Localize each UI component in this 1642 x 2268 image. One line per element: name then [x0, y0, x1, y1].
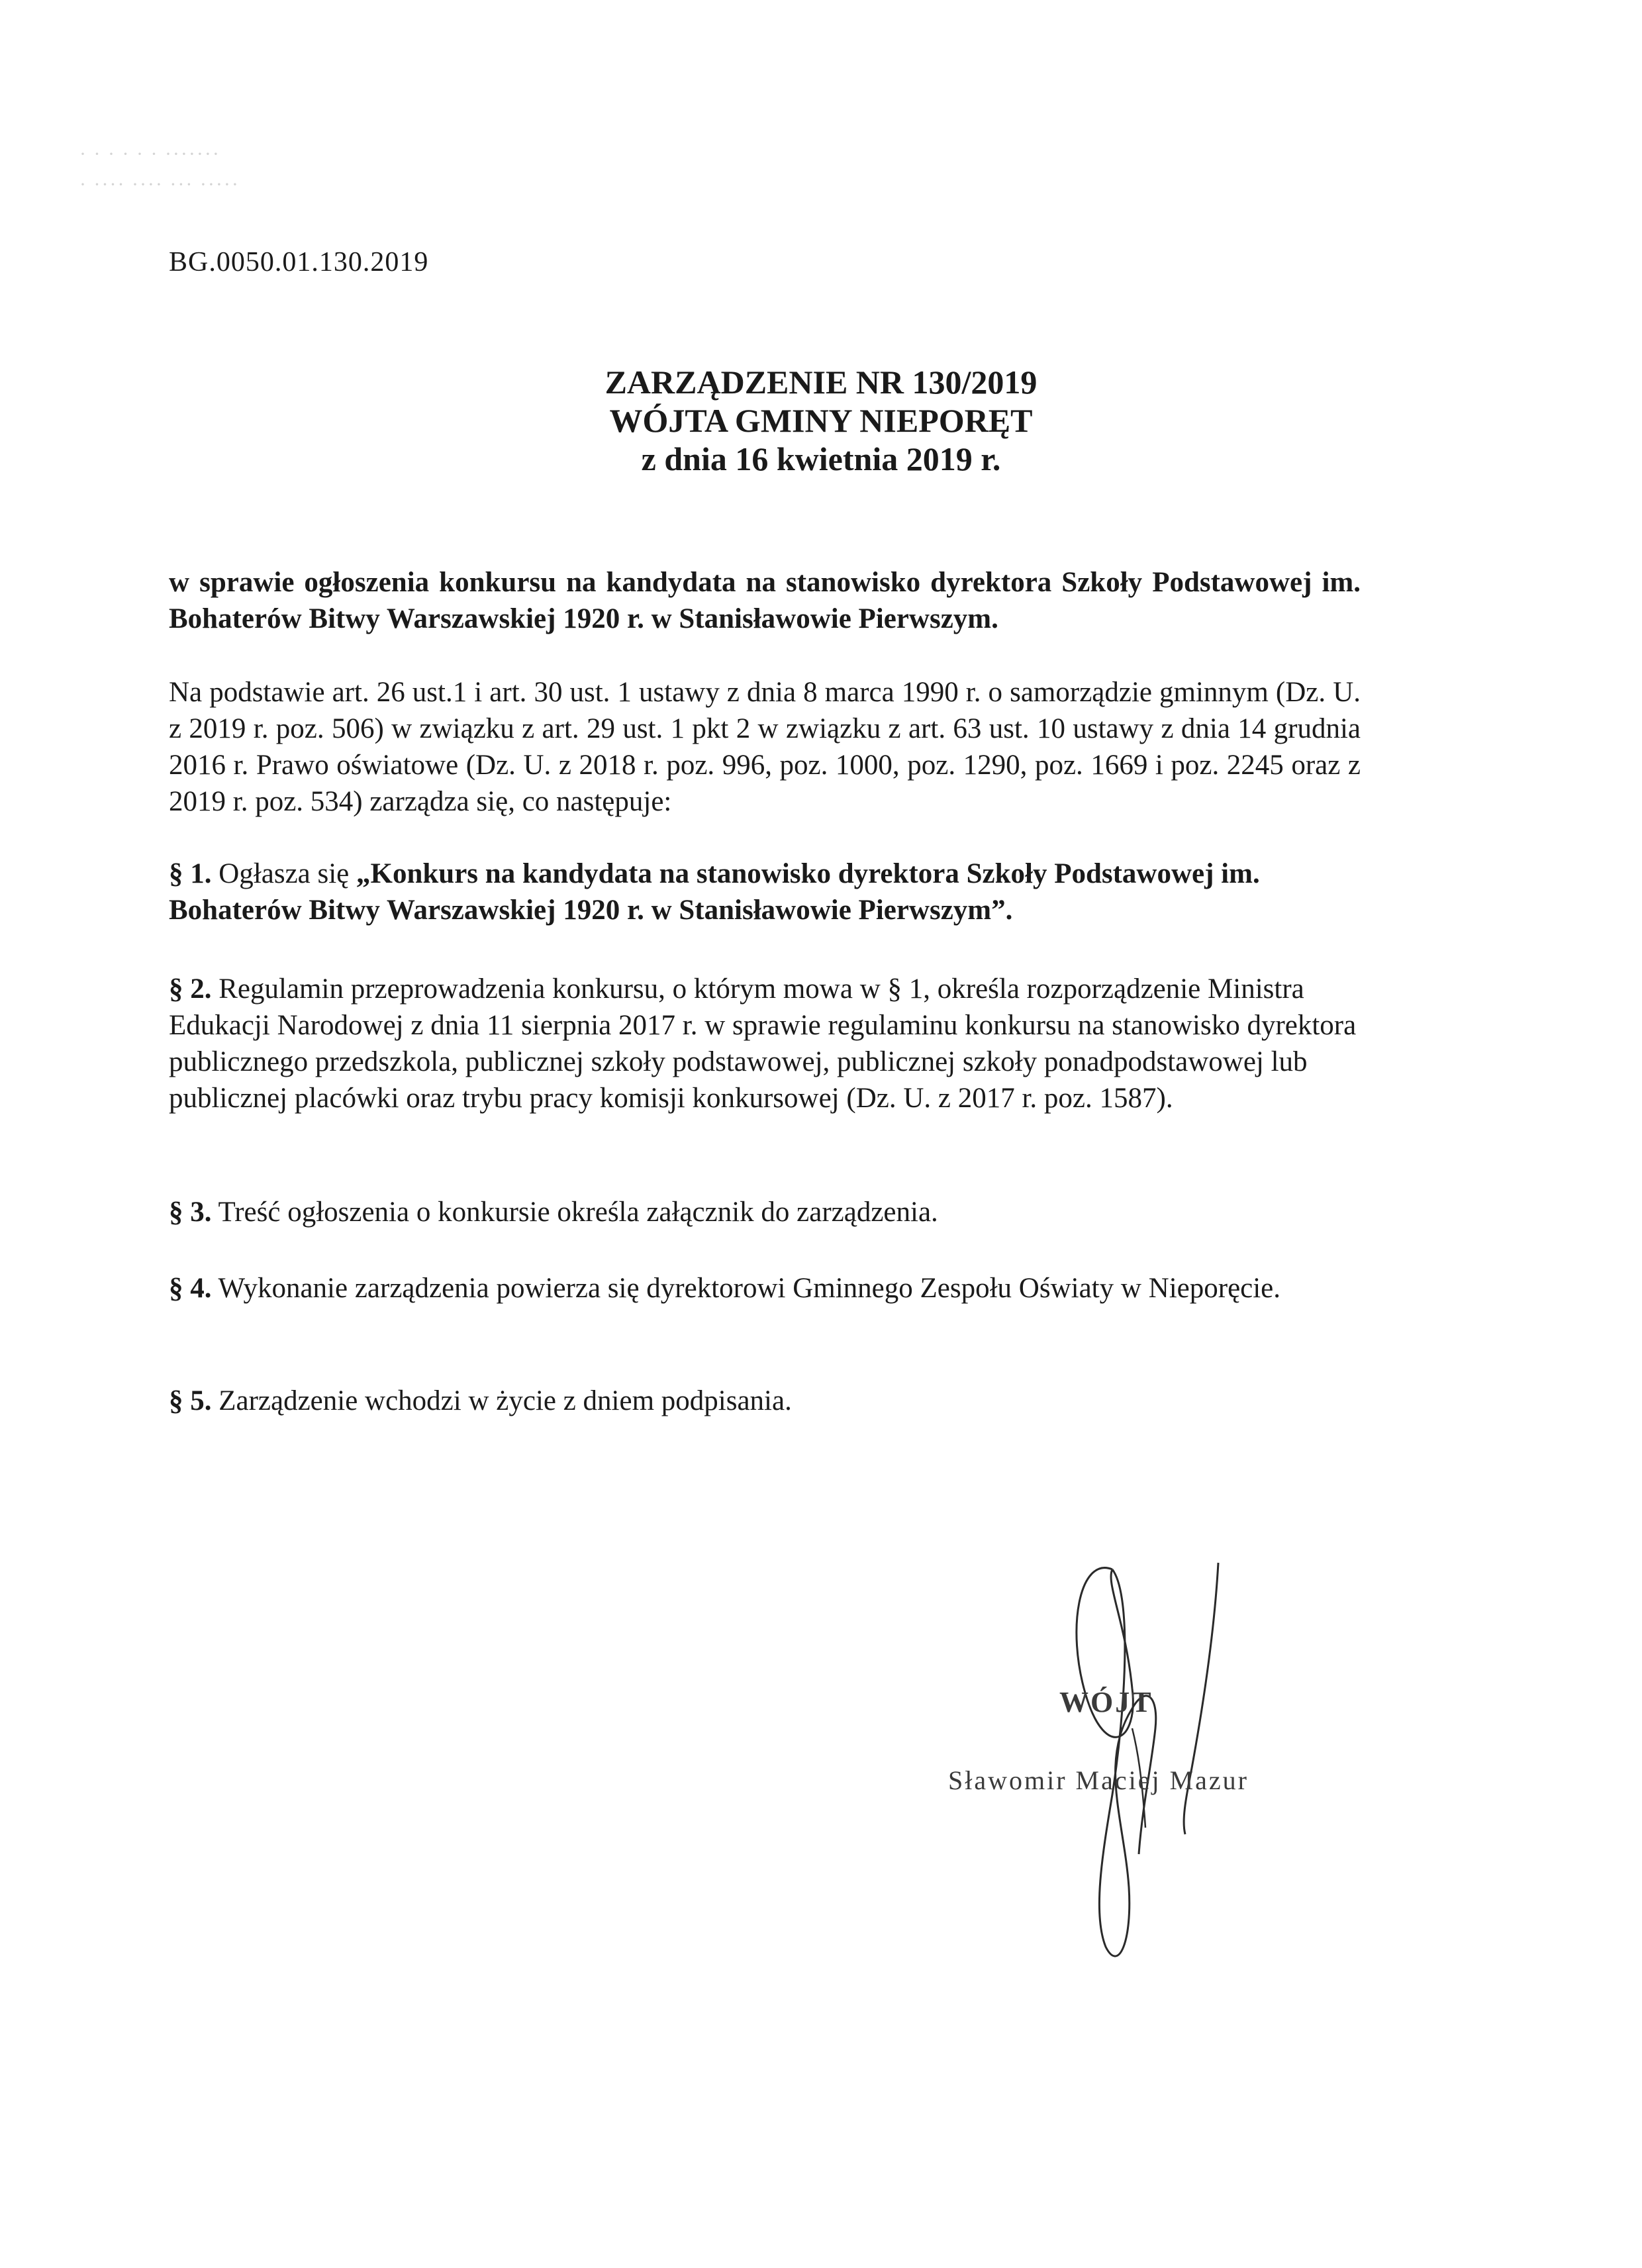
document-title	[0, 363, 1642, 478]
paragraph-text: Treść ogłoszenia o konkursie określa załącznik do zarządzenia.	[211, 1197, 938, 1228]
paragraph-label: § 4.	[169, 1273, 212, 1304]
paragraph-text: Wykonanie zarządzenia powierza się dyrektorowi Gminnego Zespołu Oświaty w Nieporęcie.	[211, 1273, 1281, 1304]
paragraph-5	[169, 1383, 1361, 1419]
paragraph-3	[169, 1194, 1361, 1230]
paragraph-4	[169, 1270, 1361, 1307]
signatory-title: WÓJT	[1059, 1686, 1153, 1718]
paragraph-bold-text: „Konkurs na kandydata na stanowisko dyrektora Szkoły Podstawowej im. Bohaterów Bitwy Warszawskiej 1920 r. w Stanisławowie Pierwszym”.	[169, 858, 1260, 926]
paragraph-lead: Ogłasza się	[211, 858, 357, 889]
paragraph-text: Zarządzenie wchodzi w życie z dniem podpisania.	[211, 1385, 792, 1416]
title-line-1: ZARZĄDZENIE NR 130/2019	[604, 364, 1038, 401]
title-line-3: z dnia 16 kwietnia 2019 r.	[641, 440, 1001, 477]
legal-basis: Na podstawie art. 26 ust.1 i art. 30 ust. 1 ustawy z dnia 8 marca 1990 r. o samorządzie gminnym (Dz. U. z 2019 r. poz. 506) w związku z art. 29 ust. 1 pkt 2 w związku z art. 63 ust. 10 ustawy z dnia 14 grudnia 2016 r. Prawo oświatowe (Dz. U. z 2018 r. poz. 996, poz. 1000, poz. 1290, poz. 1669 i poz. 2245 oraz z 2019 r. poz. 534) zarządza się, co następuje:	[169, 677, 1361, 817]
paragraph-1	[169, 856, 1361, 928]
paragraph-2	[169, 971, 1361, 1116]
faint-stamp	[79, 139, 240, 200]
title-line-2: WÓJTA GMINY NIEPORĘT	[609, 402, 1033, 439]
stamp-line: · ···· ···· ··· ·····	[79, 173, 240, 195]
signatory-name: Sławomir Maciej Mazur	[948, 1765, 1249, 1795]
subject: w sprawie ogłoszenia konkursu na kandydata na stanowisko dyrektora Szkoły Podstawowej im. Bohaterów Bitwy Warszawskiej 1920 r. w Stanisławowie Pierwszym.	[169, 567, 1361, 634]
reference-number: BG.0050.01.130.2019	[169, 247, 429, 277]
paragraph-label: § 5.	[169, 1385, 212, 1416]
paragraph-label: § 2.	[169, 973, 212, 1005]
paragraph-label: § 3.	[169, 1197, 212, 1228]
stamp-line: · · · · · · ·······	[79, 143, 220, 165]
paragraph-text: Regulamin przeprowadzenia konkursu, o którym mowa w § 1, określa rozporządzenie Ministra Edukacji Narodowej z dnia 11 sierpnia 2017 r. w sprawie regulaminu konkursu na stanowisko dyrektora publicznego przedszkola, publicznej szkoły podstawowej, publicznej szkoły ponadpodstawowej lub publicznej placówki oraz trybu pracy komisji konkursowej (Dz. U. z 2017 r. poz. 1587).	[169, 973, 1357, 1114]
paragraph-label: § 1.	[169, 858, 212, 889]
